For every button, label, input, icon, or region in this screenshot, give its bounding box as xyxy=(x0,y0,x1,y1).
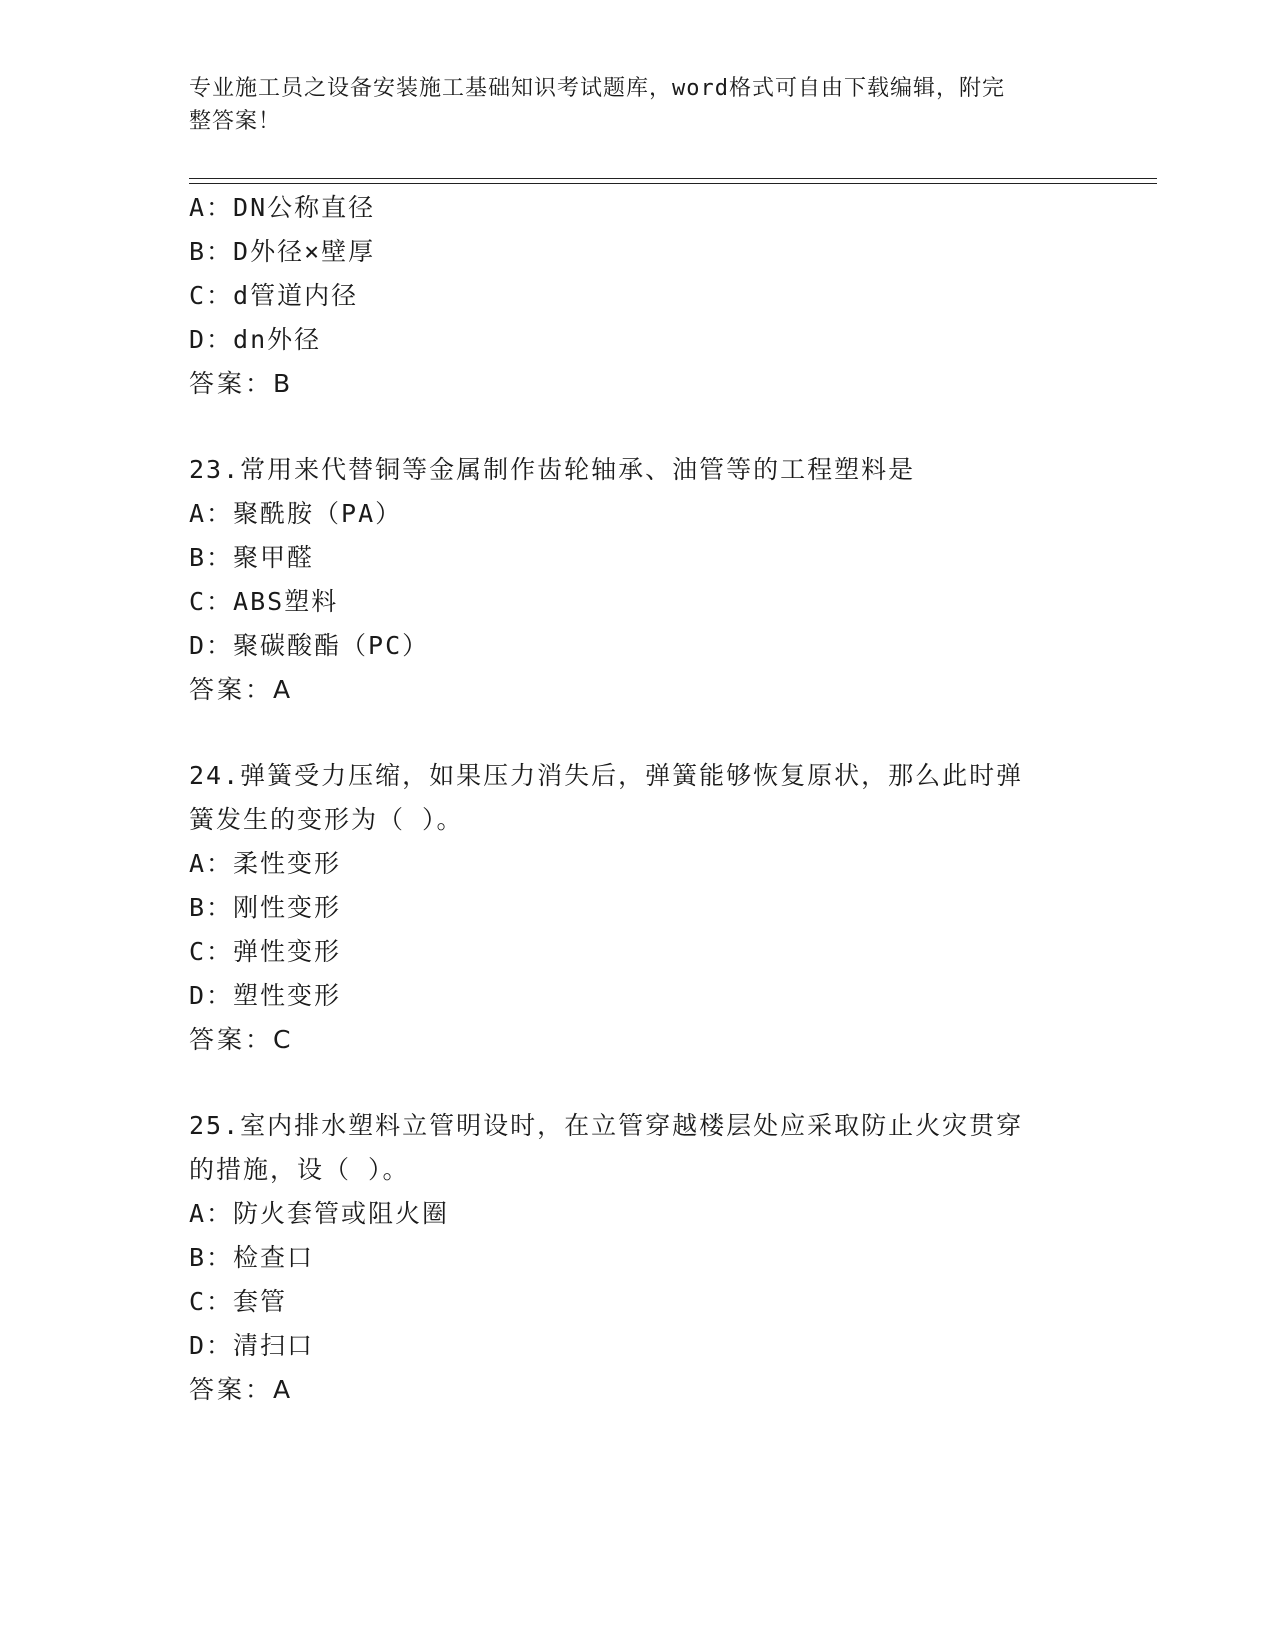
header-divider-top xyxy=(189,178,1157,179)
q25-option-c: C：套管 xyxy=(189,1287,288,1316)
q25-option-d: D：清扫口 xyxy=(189,1331,315,1360)
q24-option-a: A：柔性变形 xyxy=(189,849,342,878)
q23-option-b: B：聚甲醛 xyxy=(189,543,315,572)
q22-answer: 答案：B xyxy=(189,369,294,398)
q22-option-a: A：DN公称直径 xyxy=(189,193,376,222)
document-header xyxy=(189,72,1069,138)
q25-answer: 答案：A xyxy=(189,1375,294,1404)
q22-option-b: B：D外径×壁厚 xyxy=(189,237,376,266)
q24-option-d: D：塑性变形 xyxy=(189,981,342,1010)
header-divider-bottom xyxy=(189,183,1157,184)
q23-answer: 答案：A xyxy=(189,675,294,704)
q25-stem-line-1: 25.室内排水塑料立管明设时，在立管穿越楼层处应采取防止火灾贯穿 xyxy=(189,1111,1024,1140)
q25-option-b: B：检查口 xyxy=(189,1243,315,1272)
q24-stem-line-2: 簧发生的变形为（ ）。 xyxy=(189,805,464,834)
q25-stem-line-2: 的措施，设（ ）。 xyxy=(189,1155,410,1184)
header-line-2: 整答案！ xyxy=(189,109,282,134)
q23-option-a: A：聚酰胺（PA） xyxy=(189,499,403,528)
q24-answer: 答案：C xyxy=(189,1025,294,1054)
header-line-1: 专业施工员之设备安装施工基础知识考试题库，word格式可自由下载编辑，附完 xyxy=(189,76,1005,101)
q22-option-c: C：d管道内径 xyxy=(189,281,359,310)
q24-option-c: C：弹性变形 xyxy=(189,937,342,966)
q23-stem: 23.常用来代替铜等金属制作齿轮轴承、油管等的工程塑料是 xyxy=(189,455,916,484)
q24-option-b: B：刚性变形 xyxy=(189,893,342,922)
q25-option-a: A：防火套管或阻火圈 xyxy=(189,1199,450,1228)
q24-stem-line-1: 24.弹簧受力压缩，如果压力消失后，弹簧能够恢复原状，那么此时弹 xyxy=(189,761,1024,790)
q23-option-d: D：聚碳酸酯（PC） xyxy=(189,631,430,660)
q23-option-c: C：ABS塑料 xyxy=(189,587,339,616)
q22-option-d: D：dn外径 xyxy=(189,325,322,354)
